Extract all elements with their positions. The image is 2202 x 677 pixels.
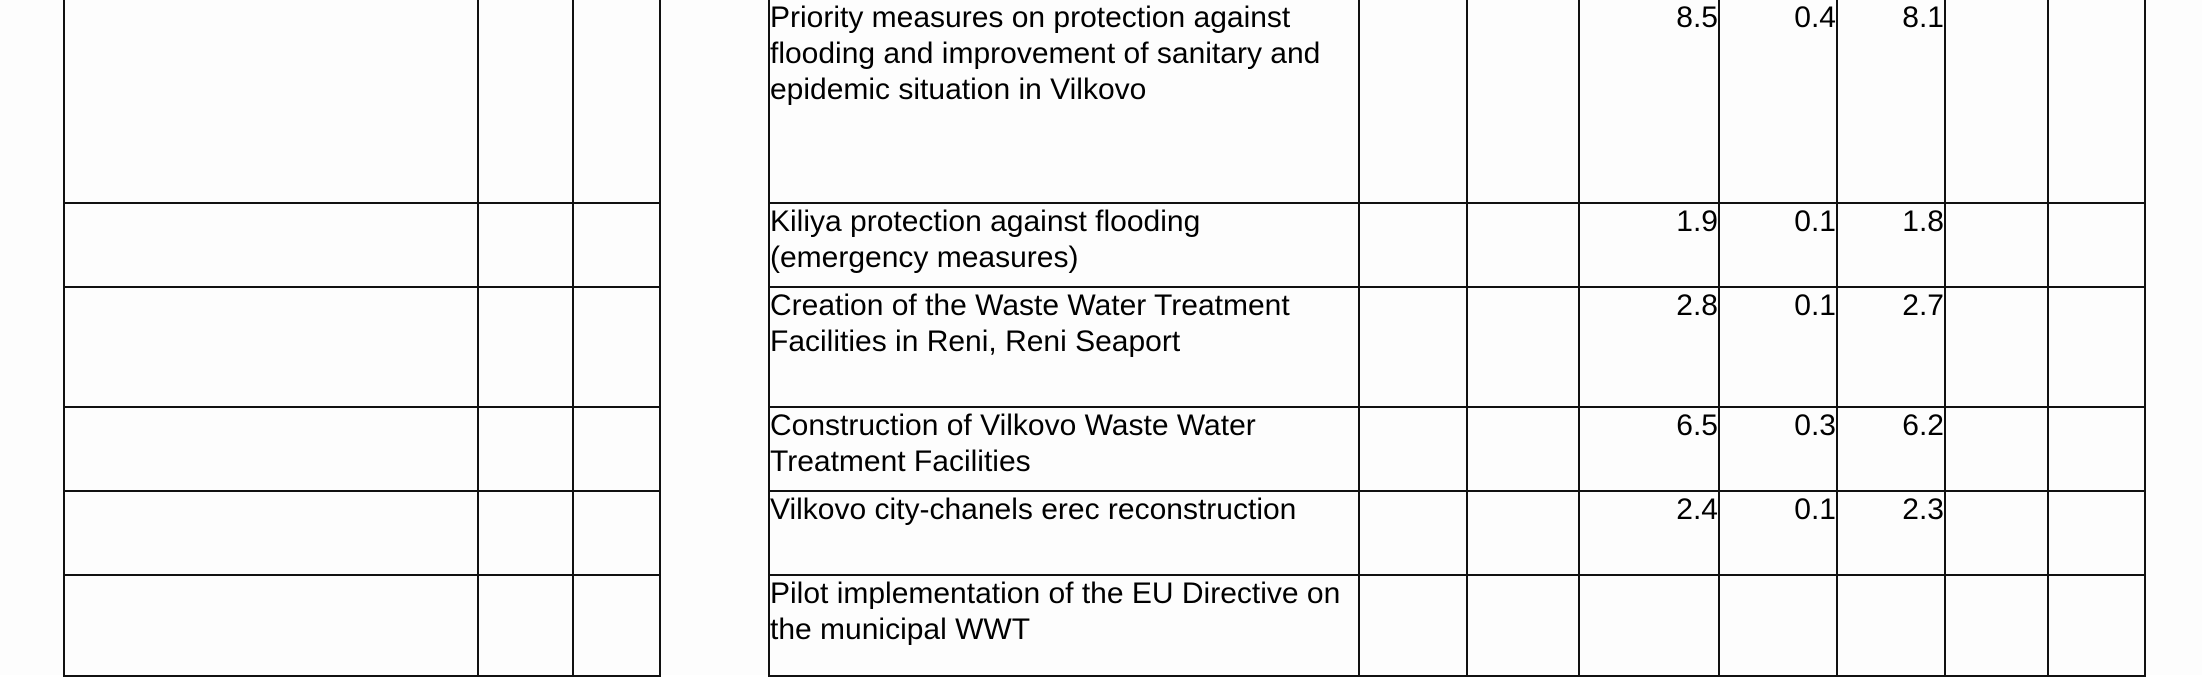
value-col-b: 0.1 (1719, 491, 1837, 575)
table-cell (2048, 203, 2145, 287)
table-cell (573, 287, 660, 407)
left-table-row (64, 0, 660, 203)
value-total: 2.8 (1579, 287, 1719, 407)
table-cell (64, 575, 478, 676)
measures-table (768, 0, 2146, 677)
table-row (769, 203, 2145, 287)
left-table-row (64, 287, 660, 407)
table-cell (478, 287, 573, 407)
measure-description: Priority measures on protection against flooding and improvement of sanitary and epidemic situation in Vilkovo (769, 0, 1359, 203)
table-cell (1945, 491, 2048, 575)
value-col-c: 1.8 (1837, 203, 1945, 287)
value-col-b (1719, 575, 1837, 676)
left-table-row (64, 203, 660, 287)
table-row (769, 0, 2145, 203)
table-cell (1945, 575, 2048, 676)
table-cell (1945, 0, 2048, 203)
table-cell (1945, 287, 2048, 407)
value-total: 6.5 (1579, 407, 1719, 491)
table-cell (478, 0, 573, 203)
table-cell (1359, 0, 1467, 203)
table-cell (573, 203, 660, 287)
table-cell (1359, 203, 1467, 287)
table-cell (64, 0, 478, 203)
table-cell (1467, 287, 1579, 407)
value-total: 1.9 (1579, 203, 1719, 287)
table-cell (1945, 407, 2048, 491)
table-cell (2048, 575, 2145, 676)
left-table-fragment (63, 0, 661, 677)
table-cell (64, 203, 478, 287)
value-col-b: 0.1 (1719, 287, 1837, 407)
measure-description: Pilot implementation of the EU Directive on the municipal WWT (769, 575, 1359, 676)
table-cell (2048, 407, 2145, 491)
value-col-c: 6.2 (1837, 407, 1945, 491)
table-cell (573, 575, 660, 676)
table-row (769, 575, 2145, 676)
table-cell (478, 491, 573, 575)
table-cell (478, 575, 573, 676)
measure-description: Creation of the Waste Water Treatment Facilities in Reni, Reni Seaport (769, 287, 1359, 407)
value-col-c: 2.7 (1837, 287, 1945, 407)
left-table-row (64, 407, 660, 491)
table-cell (2048, 491, 2145, 575)
value-col-c: 8.1 (1837, 0, 1945, 203)
measure-description: Vilkovo city-chanels erec reconstruction (769, 491, 1359, 575)
value-col-b: 0.1 (1719, 203, 1837, 287)
table-cell (573, 491, 660, 575)
table-cell (1467, 0, 1579, 203)
table-cell (1467, 575, 1579, 676)
table-cell (478, 407, 573, 491)
table-cell (1359, 407, 1467, 491)
table-row (769, 407, 2145, 491)
table-cell (64, 287, 478, 407)
value-col-b: 0.4 (1719, 0, 1837, 203)
value-total: 8.5 (1579, 0, 1719, 203)
value-col-c (1837, 575, 1945, 676)
table-row (769, 491, 2145, 575)
table-cell (1467, 203, 1579, 287)
table-cell (2048, 287, 2145, 407)
measure-description: Kiliya protection against flooding (emergency measures) (769, 203, 1359, 287)
table-cell (64, 407, 478, 491)
measure-description: Construction of Vilkovo Waste Water Treatment Facilities (769, 407, 1359, 491)
left-table-row (64, 491, 660, 575)
value-total (1579, 575, 1719, 676)
value-total: 2.4 (1579, 491, 1719, 575)
table-cell (478, 203, 573, 287)
table-cell (1467, 407, 1579, 491)
table-cell (64, 491, 478, 575)
left-table-row (64, 575, 660, 676)
table-cell (573, 0, 660, 203)
value-col-c: 2.3 (1837, 491, 1945, 575)
value-col-b: 0.3 (1719, 407, 1837, 491)
table-cell (573, 407, 660, 491)
table-row (769, 287, 2145, 407)
table-cell (1945, 203, 2048, 287)
table-cell (1359, 287, 1467, 407)
table-cell (1359, 491, 1467, 575)
table-cell (2048, 0, 2145, 203)
table-cell (1467, 491, 1579, 575)
table-cell (1359, 575, 1467, 676)
